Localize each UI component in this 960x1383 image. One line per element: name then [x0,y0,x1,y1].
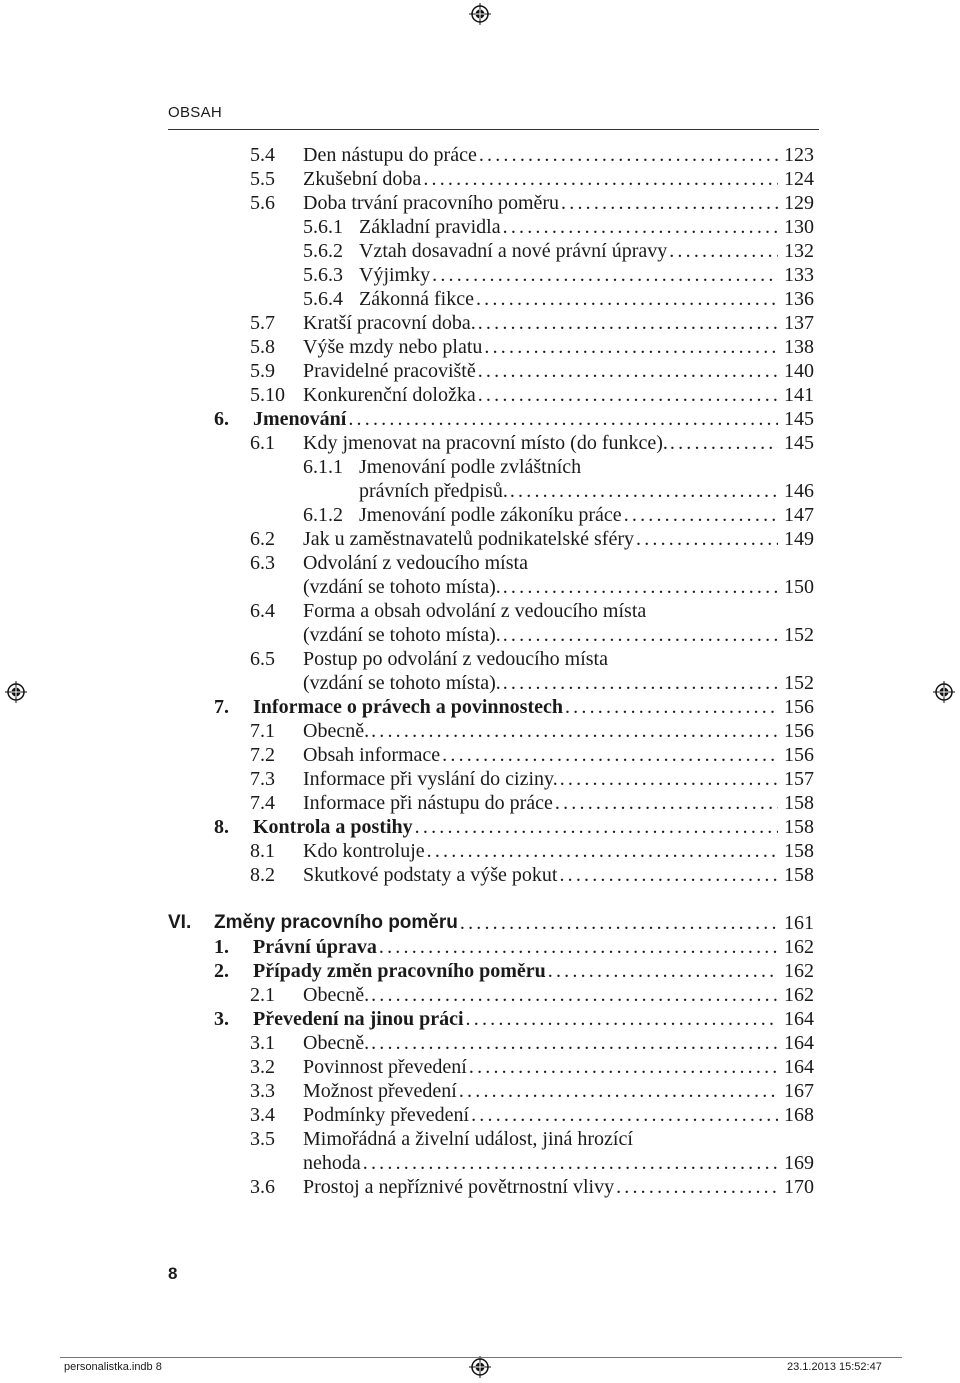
dot-leader [668,431,778,455]
toc-entry-title: Výše mzdy nebo platu [303,336,483,358]
toc-entry [0,935,960,959]
toc-entry-page: 133 [784,264,814,286]
toc-entry-page: 149 [784,528,814,550]
dot-leader [634,527,778,551]
toc-entry-page: 157 [784,768,814,790]
toc-entry-title: Jmenování podle zákoníku práce [359,504,622,526]
dot-leader [508,479,778,503]
toc-entry-number: VI. [168,912,192,933]
toc-entry [0,359,960,383]
toc-entry-number: 3.2 [250,1056,275,1078]
toc-entry-title: nehoda [303,1152,361,1174]
toc-entry [0,863,960,887]
toc-entry-title: Možnost převedení [303,1080,457,1102]
toc-entry-title: Pravidelné pracoviště [303,360,476,382]
toc-entry-page: 145 [784,408,814,430]
toc-entry [0,455,960,479]
toc-entry-title: Výjimky [359,264,431,286]
dot-leader [469,1103,778,1127]
toc-entry-page: 150 [784,576,814,598]
toc-entry-title: Obecně. [303,720,370,742]
footer-rule [60,1357,902,1358]
toc-entry-page: 140 [784,360,814,382]
dot-leader [369,983,778,1007]
toc-entry-page: 164 [784,1008,814,1030]
toc-entry-title: Informace při vyslání do ciziny. [303,768,558,790]
toc-entry-title: Kratší pracovní doba. [303,312,476,334]
toc-entry-page: 132 [784,240,814,262]
toc-entry-number: 5.10 [250,384,285,406]
toc-entry [0,191,960,215]
toc-entry-page: 129 [784,192,814,214]
toc-entry [0,167,960,191]
toc-entry [0,575,960,599]
toc-entry-title: Obecně. [303,1032,370,1054]
toc-entry-number: 3.4 [250,1104,275,1126]
toc-entry [0,1127,960,1151]
toc-entry [0,647,960,671]
toc-entry [0,335,960,359]
toc-entry-page: 136 [784,288,814,310]
dot-leader [440,743,778,767]
toc-entry-page: 169 [784,1152,814,1174]
dot-leader [553,791,778,815]
dot-leader [667,239,778,263]
toc-entry-number: 6.3 [250,552,275,574]
toc-entry [0,1055,960,1079]
toc-entry-number: 5.4 [250,144,275,166]
toc-entry-number: 8.2 [250,864,275,886]
dot-leader [369,1031,778,1055]
dot-leader [476,383,778,407]
toc-entry [0,839,960,863]
toc-entry-title: Základní pravidla [359,216,501,238]
toc-entry-title: Převedení na jinou práci [253,1008,464,1030]
dot-leader [464,1007,778,1031]
footer-datetime: 23.1.2013 15:52:47 [787,1361,882,1373]
toc-entry [0,911,960,935]
toc-entry-title: (vzdání se tohoto místa). [303,576,501,598]
toc-entry-title: Právní úprava [253,936,377,958]
toc-entry-title: Jak u zaměstnavatelů podnikatelské sféry [303,528,634,550]
toc-entry-title: Jmenování podle zvláštních [359,456,582,478]
toc-entry-number: 7.2 [250,744,275,766]
toc-entry-page: 145 [784,432,814,454]
toc-entry-page: 152 [784,624,814,646]
toc-entry-title: (vzdání se tohoto místa). [303,624,501,646]
dot-leader [369,719,778,743]
toc-entry-title: Doba trvání pracovního poměru [303,192,560,214]
toc-entry-number: 5.6.4 [303,288,343,310]
toc-entry-number: 6.5 [250,648,275,670]
toc-entry [0,383,960,407]
toc-entry-number: 3.1 [250,1032,275,1054]
toc-entry-number: 8. [214,816,229,838]
toc-entry-page: 164 [784,1056,814,1078]
toc-entry [0,743,960,767]
toc-entry [0,287,960,311]
toc-entry-title: Případy změn pracovního poměru [253,960,546,982]
toc-entry-number: 1. [214,936,229,958]
toc-entry-title: Skutkové podstaty a výše pokut [303,864,558,886]
toc-entry [0,407,960,431]
dot-leader [346,407,778,431]
toc-entry-page: 156 [784,696,814,718]
toc-entry-title: Povinnost převedení [303,1056,467,1078]
toc-entry-number: 2.1 [250,984,275,1006]
toc-entry [0,311,960,335]
toc-entry-page: 123 [784,144,814,166]
toc-entry-title: Zákonná fikce [359,288,474,310]
toc-entry-title: (vzdání se tohoto místa). [303,672,501,694]
toc-entry [0,1103,960,1127]
toc-entry-page: 146 [784,480,814,502]
dot-leader [501,215,778,239]
dot-leader [413,815,778,839]
toc-entry-number: 8.1 [250,840,275,862]
toc-entry-number: 5.5 [250,168,275,190]
toc-entry-page: 130 [784,216,814,238]
dot-leader [501,671,778,695]
toc-entry [0,431,960,455]
dot-leader [559,191,778,215]
toc-entry-number: 6.4 [250,600,275,622]
toc-entry-page: 156 [784,720,814,742]
toc-entry [0,239,960,263]
dot-leader [476,311,778,335]
toc-entry [0,695,960,719]
dot-leader [457,1079,778,1103]
toc-entry [0,215,960,239]
toc-entry-title: Odvolání z vedoucího místa [303,552,528,574]
toc-entry-title: Obecně. [303,984,370,1006]
toc-entry [0,671,960,695]
toc-entry-number: 3. [214,1008,229,1030]
toc-entry-number: 2. [214,960,229,982]
toc-entry-page: 167 [784,1080,814,1102]
dot-leader [425,839,778,863]
toc-entry-title: Kontrola a postihy [253,816,413,838]
dot-leader [501,623,778,647]
toc-entry [0,503,960,527]
registration-mark-icon [469,1356,491,1378]
toc-entry-number: 5.8 [250,336,275,358]
dot-leader [558,767,778,791]
dot-leader [482,335,778,359]
toc-entry-title: Prostoj a nepříznivé povětrnostní vlivy [303,1176,615,1198]
toc-entry-number: 5.7 [250,312,275,334]
toc-entry [0,815,960,839]
toc-entry [0,599,960,623]
toc-entry-page: 162 [784,984,814,1006]
dot-leader [467,1055,778,1079]
toc-entry-title: Změny pracovního poměru [214,912,458,933]
toc-entry-number: 5.6.3 [303,264,343,286]
toc-entry-number: 5.6 [250,192,275,214]
toc-entry-number: 7.4 [250,792,275,814]
toc-entry-page: 147 [784,504,814,526]
dot-leader [458,911,778,935]
toc-entry-page: 124 [784,168,814,190]
toc-entry-number: 5.6.2 [303,240,343,262]
toc-entry [0,1079,960,1103]
toc-entry-page: 162 [784,960,814,982]
toc-entry-number: 6.1.1 [303,456,343,478]
toc-entry-page: 137 [784,312,814,334]
toc-entry [0,623,960,647]
toc-entry-title: Postup po odvolání z vedoucího místa [303,648,608,670]
toc-entry [0,791,960,815]
toc-entry-title: Informace při nástupu do práce [303,792,553,814]
dot-leader [430,263,778,287]
toc-entry-title: Jmenování [253,408,347,430]
toc-entry-title: Konkurenční doložka [303,384,476,406]
dot-leader [474,287,778,311]
toc-entry-title: Podmínky převedení [303,1104,470,1126]
toc-entry [0,527,960,551]
dot-leader [421,167,778,191]
toc-entry-number: 6.2 [250,528,275,550]
toc-entry-number: 7.3 [250,768,275,790]
toc-entry-page: 141 [784,384,814,406]
toc-entry [0,1151,960,1175]
toc-entry-title: Kdo kontroluje [303,840,425,862]
dot-leader [546,959,778,983]
toc-entry-number: 6.1 [250,432,275,454]
toc-entry [0,983,960,1007]
toc-entry [0,959,960,983]
toc-entry-page: 138 [784,336,814,358]
toc-entry-page: 164 [784,1032,814,1054]
toc-entry [0,479,960,503]
toc-entry-title: Mimořádná a živelní událost, jiná hrozící [303,1128,633,1150]
toc-entry-title: Forma a obsah odvolání z vedoucího místa [303,600,647,622]
dot-leader [614,1175,778,1199]
dot-leader [557,863,778,887]
toc-entry-page: 162 [784,936,814,958]
toc-entry-page: 158 [784,816,814,838]
dot-leader [361,1151,778,1175]
toc-entry-page: 161 [784,912,814,934]
toc-entry-title: Den nástupu do práce [303,144,477,166]
toc-entry-title: Informace o právech a povinnostech [253,696,563,718]
toc-entry-number: 7. [214,696,229,718]
toc-entry-page: 156 [784,744,814,766]
toc-entry-number: 3.5 [250,1128,275,1150]
page-number: 8 [168,1264,178,1283]
footer-file: personalistka.indb 8 [64,1361,162,1373]
toc-entry-title: Obsah informace [303,744,441,766]
toc-entry-number: 3.6 [250,1176,275,1198]
toc-entry [0,1007,960,1031]
toc-entry-number: 6.1.2 [303,504,343,526]
toc-entry-number: 5.6.1 [303,216,343,238]
toc-entry-title: Kdy jmenovat na pracovní místo (do funkce). [303,432,668,454]
running-head: OBSAH [168,104,223,121]
toc-entry [0,767,960,791]
toc-entry [0,263,960,287]
toc-entry-number: 5.9 [250,360,275,382]
dot-leader [622,503,778,527]
toc-entry [0,1175,960,1199]
toc-entry-page: 168 [784,1104,814,1126]
toc-entry-page: 170 [784,1176,814,1198]
toc-entry-page: 158 [784,840,814,862]
toc-entry-number: 7.1 [250,720,275,742]
dot-leader [377,935,778,959]
toc-entry-page: 158 [784,864,814,886]
toc-entry-page: 158 [784,792,814,814]
toc-entry-title: Zkušební doba [303,168,422,190]
toc-entry-number: 3.3 [250,1080,275,1102]
toc-entry-number: 6. [214,408,229,430]
toc-entry [0,719,960,743]
dot-leader [477,143,778,167]
dot-leader [501,575,778,599]
toc-entry-page: 152 [784,672,814,694]
toc-entry-title: právních předpisů. [359,480,508,502]
toc-entry-title: Vztah dosavadní a nové právní úpravy [359,240,668,262]
dot-leader [563,695,778,719]
toc-entry [0,1031,960,1055]
toc-entry [0,551,960,575]
dot-leader [476,359,778,383]
toc-entry [0,143,960,167]
